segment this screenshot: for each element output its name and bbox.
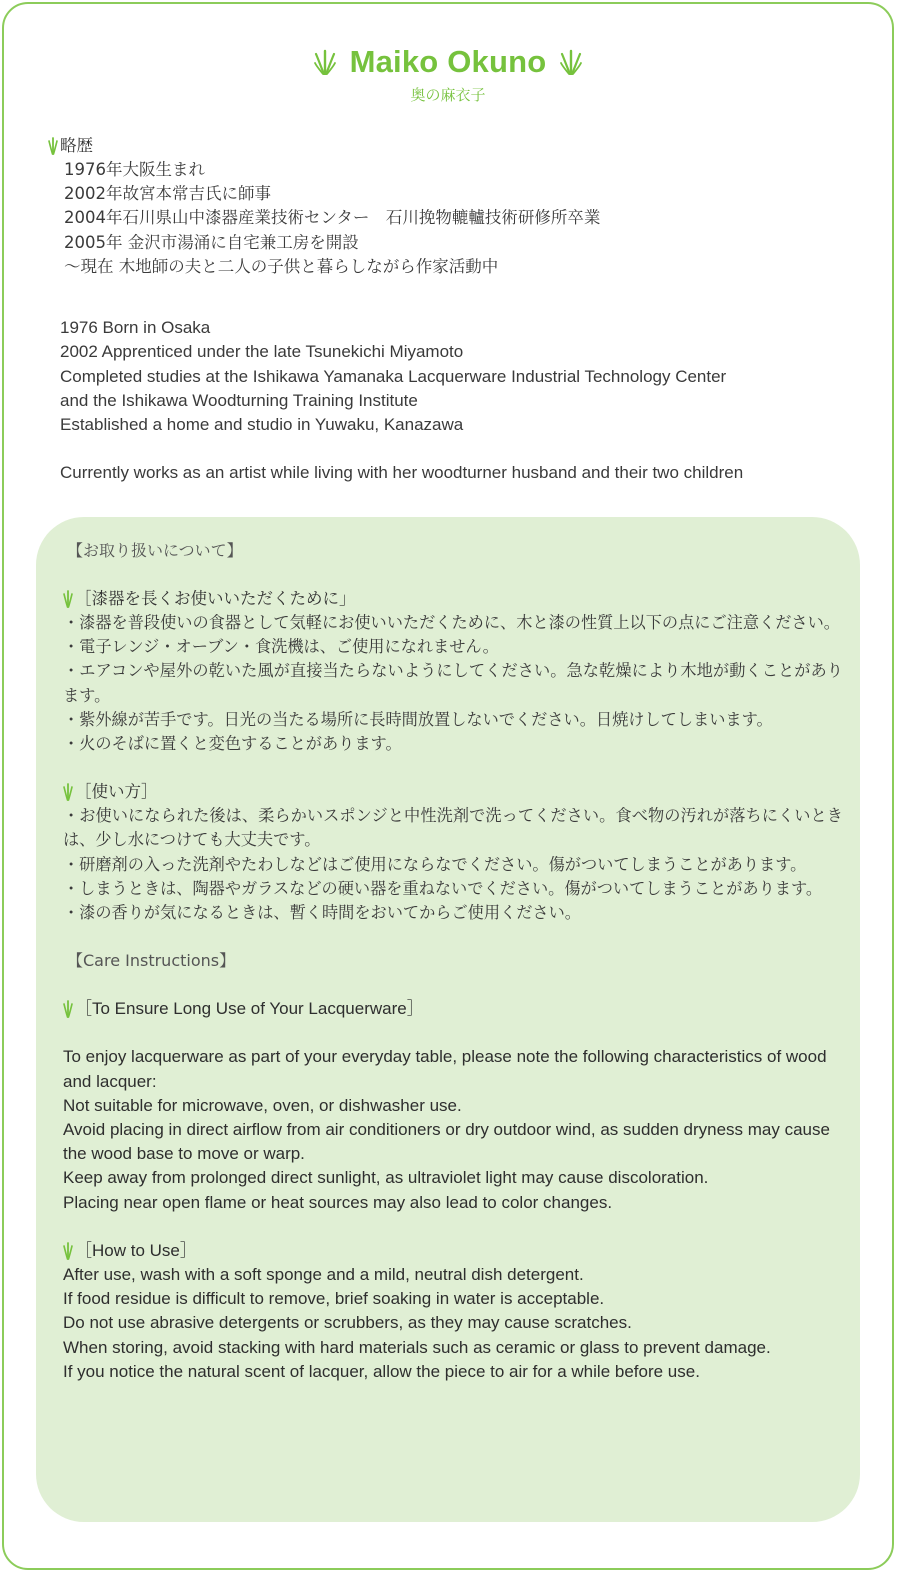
page-header — [0, 44, 896, 105]
care-line-en: When storing, avoid stacking with hard materials such as ceramic or glass to prevent damage. — [63, 1337, 771, 1357]
care-line-en: To enjoy lacquerware as part of your everyday table, please note the following characteristics of wood and lacquer: — [63, 1047, 827, 1091]
care-line-en: After use, wash with a soft sponge and a mild, neutral dish detergent. — [63, 1265, 584, 1285]
profile-jp — [48, 134, 848, 279]
care-line-en: Placing near open flame or heat sources may also lead to color changes. — [63, 1192, 613, 1212]
care-section-title-text: ［To Ensure Long Use of Your Lacquerware］ — [75, 999, 424, 1019]
care-line-en: Do not use abrasive detergents or scrubbers, as they may cause scratches. — [63, 1313, 632, 1333]
care-line-en: Avoid placing in direct airflow from air conditioners or dry outdoor wind, as sudden dryness may cause the wood base to move or warp. — [63, 1120, 830, 1164]
bio-line-en: Established a home and studio in Yuwaku, Kanazawa — [60, 415, 464, 435]
sprout-icon — [560, 49, 582, 75]
bio-line-jp: 1976年大阪生まれ — [64, 160, 205, 179]
leaf-icon — [63, 1242, 73, 1260]
biography-heading — [48, 134, 848, 158]
profile-en — [60, 316, 860, 486]
bio-line-jp: 2004年石川県山中漆器産業技術センター 石川挽物轆轤技術研修所卒業 — [64, 208, 601, 228]
care-section-title-text: ［使い方］ — [75, 782, 158, 802]
care-panel — [36, 517, 860, 1522]
care-line-en: Not suitable for microwave, oven, or dishwasher use. — [63, 1095, 462, 1115]
bio-line-en: Completed studies at the Ishikawa Yamanaka Lacquerware Industrial Technology Center — [60, 366, 727, 386]
bio-line-jp: ～現在 木地師の夫と二人の子供と暮らしながら作家活動中 — [64, 256, 499, 276]
leaf-icon — [63, 590, 73, 608]
care-line-jp: ・しまうときは、陶器やガラスなどの硬い器を重ねないでください。傷がついてしまうことがあります。 — [63, 878, 823, 898]
bio-line-en: 2002 Apprenticed under the late Tsunekichi Miyamoto — [60, 342, 464, 362]
care-line-en: Keep away from prolonged direct sunlight, as ultraviolet light may cause discoloration. — [63, 1168, 709, 1188]
care-section-title — [63, 780, 843, 804]
care-section-title — [63, 1239, 843, 1263]
care-line-jp: ・火のそばに置くと変色することがあります。 — [63, 734, 402, 754]
leaf-icon — [48, 137, 58, 155]
care-line-jp: ・漆器を普段使いの食器として気軽にお使いいただくために、木と漆の性質上以下の点にご注意ください。 — [63, 613, 840, 632]
care-section-title-text: ［漆器を長くお使いいただくために」 — [75, 589, 356, 608]
title-row — [0, 44, 896, 80]
care-line-jp: ・研磨剤の入った洗剤やたわしなどはご使用にならなでください。傷がついてしまうことがあります。 — [63, 854, 807, 874]
care-heading-jp: 【お取り扱いについて】 — [67, 541, 243, 560]
bio-line-en: 1976 Born in Osaka — [60, 318, 211, 337]
care-section-title — [63, 997, 843, 1021]
leaf-icon — [63, 783, 73, 801]
bio-line-jp: 2002年故宮本常吉氏に師事 — [64, 184, 271, 204]
biography-heading-text: 略歴 — [60, 136, 93, 155]
care-line-jp: ・漆の香りが気になるときは、暫く時間をおいてからご使用ください。 — [63, 903, 581, 923]
care-line-jp: ・紫外線が苦手です。日光の当たる場所に長時間放置しないでください。日焼けしてしまいます。 — [63, 709, 773, 729]
care-line-jp: ・エアコンや屋外の乾いた風が直接当たらないようにしてください。急な乾燥により木地が動くことがあります。 — [63, 661, 843, 705]
bio-line-en: and the Ishikawa Woodturning Training Institute — [60, 390, 418, 410]
bio-current-en: Currently works as an artist while living with her woodturner husband and their two children — [60, 463, 744, 483]
care-line-jp: ・お使いになられた後は、柔らかいスポンジと中性洗剤で洗ってください。食べ物の汚れが落ちにくいときは、少し水につけても大丈夫です。 — [63, 806, 843, 850]
leaf-icon — [63, 1000, 73, 1018]
bio-line-jp: 2005年 金沢市湯涌に自宅兼工房を開設 — [64, 232, 359, 252]
care-section-title — [63, 587, 843, 611]
care-section-title-text: ［How to Use］ — [75, 1240, 197, 1260]
artist-name-jp: 奥の麻衣子 — [410, 86, 486, 104]
care-heading-en: 【Care Instructions】 — [67, 951, 236, 971]
artist-name: Maiko Okuno — [349, 44, 547, 79]
care-line-en: If you notice the natural scent of lacquer, allow the piece to air for a while before use. — [63, 1361, 700, 1381]
sprout-icon — [314, 49, 336, 75]
care-line-jp: ・電子レンジ・オーブン・食洗機は、ご使用になれません。 — [63, 637, 499, 657]
care-line-en: If food residue is difficult to remove, brief soaking in water is acceptable. — [63, 1289, 605, 1309]
